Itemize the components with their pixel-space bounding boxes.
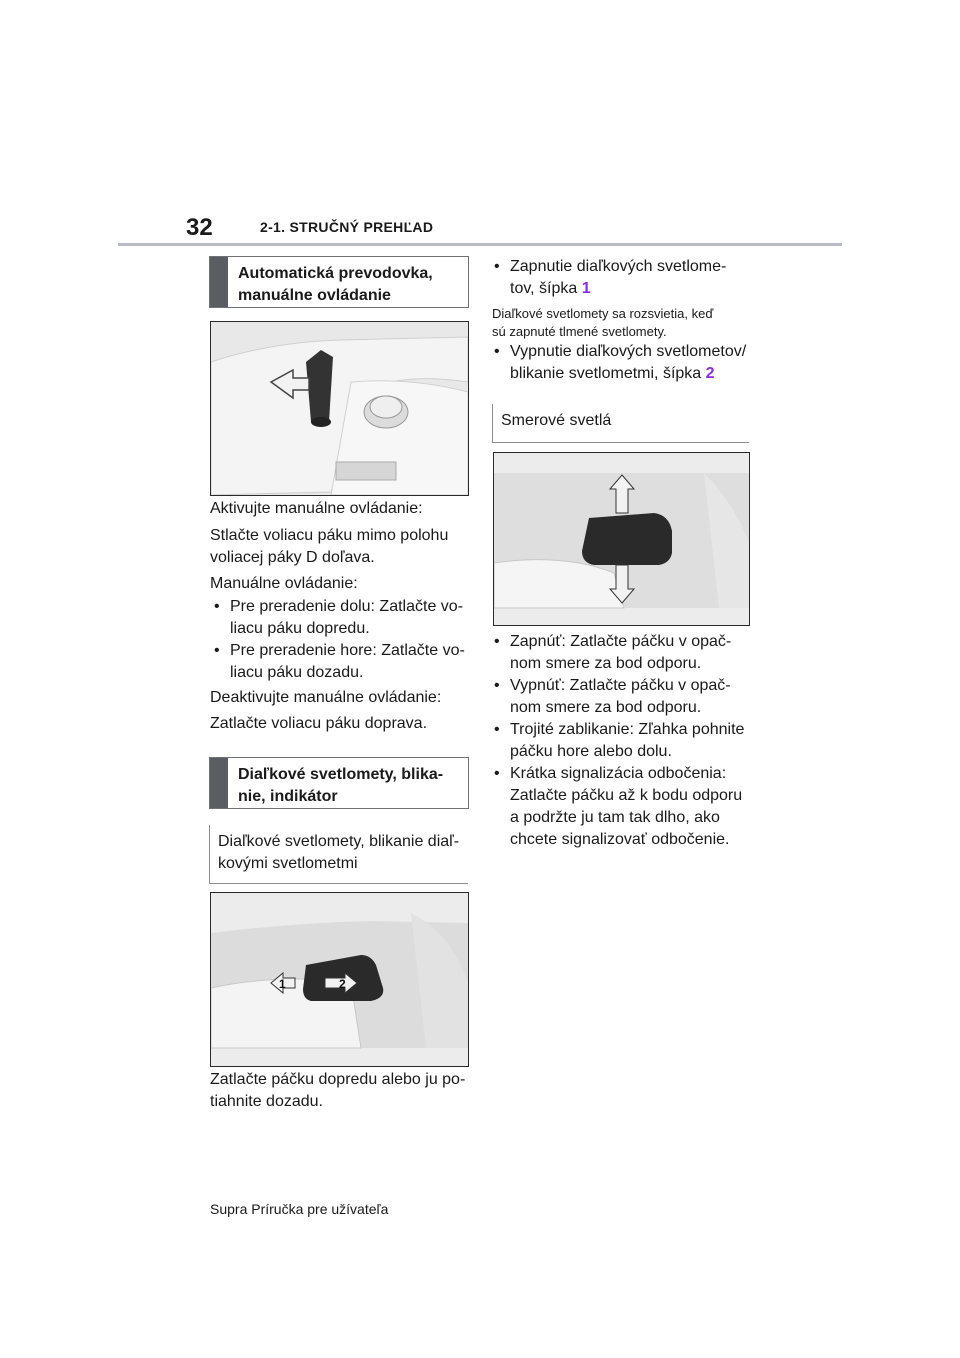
header-divider (118, 243, 842, 246)
subheading-turn-signals: Smerové svetlá (492, 404, 749, 443)
headlight-stalk-illustration (211, 893, 468, 1066)
list-item: • Krátka signalizácia odbočenia: Zatlačte páčku až k bodu odporu a podržte ju tam tak dlho, ako chcete signalizovať odbočenie. (494, 765, 743, 848)
heading-headlights: Diaľkové svetlomety, blika- nie, indikátor (238, 766, 444, 805)
note-high-beams: Diaľkové svetlomety sa rozsvietia, keď sú zapnuté tlmené svetlomety. (492, 306, 714, 339)
figure-label-1: 1 (279, 977, 286, 991)
heading-box-transmission (209, 256, 469, 308)
heading-bar (210, 758, 228, 808)
figure-headlight-stalk (210, 892, 469, 1067)
figure-gear-selector (210, 321, 469, 496)
paragraph-deactivate-manual: Deaktivujte manuálne ovládanie: (210, 689, 442, 706)
figure-turn-signal-stalk (493, 452, 750, 626)
list-turn-signals (492, 631, 762, 851)
arrow-number-2: 2 (705, 365, 715, 382)
list-high-beams-off (492, 341, 762, 385)
gear-selector-illustration (211, 322, 468, 495)
list-item: • Zapnúť: Zatlačte páčku v opač- nom smere za bod odporu. (494, 633, 732, 672)
subheading-high-beams: Diaľkové svetlomety, blikanie diaľ- kovými svetlometmi (209, 825, 468, 884)
list-item: • Trojité zablikanie: Zľahka pohnite páčku hore alebo dolu. (494, 721, 745, 760)
heading-box-headlights (209, 757, 469, 809)
figure-label-2: 2 (339, 977, 346, 991)
paragraph-activate-manual: Aktivujte manuálne ovládanie: (210, 500, 423, 517)
list-item: • Pre preradenie hore: Zatlačte vo- liacu páku dozadu. (214, 642, 465, 681)
heading-transmission: Automatická prevodovka, manuálne ovládanie (238, 265, 433, 304)
turn-signal-illustration (494, 453, 749, 625)
page-number: 32 (186, 214, 213, 241)
list-item-high-beams-off: • Vypnutie diaľkových svetlometov/ blikanie svetlometmi, šípka 2 (494, 343, 747, 382)
footer-manual-title: Supra Príručka pre užívateľa (210, 1201, 389, 1217)
list-high-beams (492, 256, 762, 300)
paragraph-push-right: Zatlačte voliacu páku doprava. (210, 715, 428, 732)
list-item: • Pre preradenie dolu: Zatlačte vo- liacu páku dopredu. (214, 598, 464, 637)
list-item-high-beams-on: • Zapnutie diaľkových svetlome- tov, šípka 1 (494, 258, 727, 297)
paragraph-move-lever-left: Stlačte voliacu páku mimo polohu voliacej páky D doľava. (210, 527, 449, 566)
arrow-number-1: 1 (581, 280, 591, 297)
list-manual-shifting (212, 596, 472, 684)
list-item: • Vypnúť: Zatlačte páčku v opač- nom smere za bod odporu. (494, 677, 731, 716)
heading-bar (210, 257, 228, 307)
section-title: 2-1. STRUČNÝ PREHĽAD (260, 219, 434, 235)
paragraph-manual-operation: Manuálne ovládanie: (210, 575, 358, 592)
paragraph-push-or-pull: Zatlačte páčku dopredu alebo ju po- tiahnite dozadu. (210, 1071, 466, 1110)
